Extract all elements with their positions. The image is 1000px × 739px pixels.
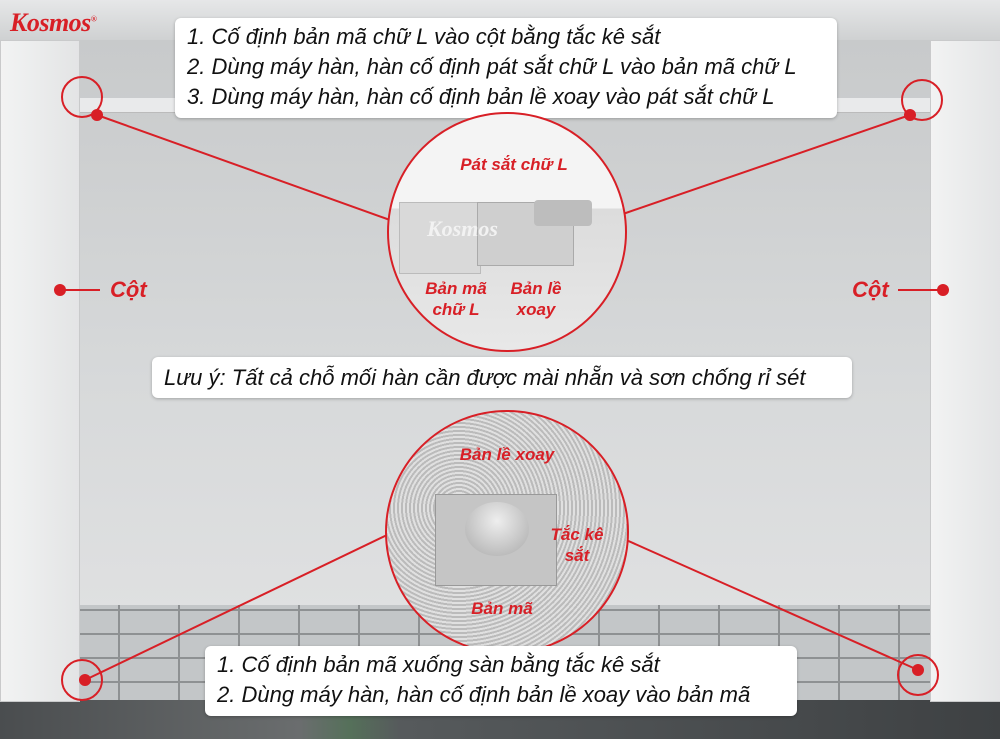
pivot-dome-shape — [465, 502, 529, 556]
bottom-step-2: 2. Dùng máy hàn, hàn cố định bản lề xoay vào bản mã — [217, 682, 751, 707]
watermark: Kosmos — [427, 216, 498, 241]
left-column-label: Cột — [110, 277, 147, 302]
kosmos-logo: Kosmos® — [10, 8, 97, 37]
label-l-bracket: Pát sắt chữ L — [460, 155, 568, 174]
label-hinge-2: xoay — [516, 300, 556, 319]
label-base-plate: Bản mã — [471, 599, 533, 618]
top-step-1: 1. Cố định bản mã chữ L vào cột bằng tắc kê sắt — [187, 24, 661, 49]
line-top-left — [97, 115, 390, 220]
note: Lưu ý: Tất cả chỗ mối hàn cần được mài nhẵn và sơn chống rỉ sét — [152, 357, 852, 398]
top-step-2: 2. Dùng máy hàn, hàn cố định pát sắt chữ L vào bản mã chữ L — [187, 54, 797, 79]
line-top-right — [620, 115, 910, 215]
bottom-hinge-detail — [385, 410, 629, 654]
label-anchor: Tắc kê — [550, 525, 604, 544]
label-hinge: Bản lề — [510, 279, 562, 298]
label-l-plate-2: chữ L — [432, 300, 480, 319]
top-step-3: 3. Dùng máy hàn, hàn cố định bản lề xoay vào pát sắt chữ L — [187, 84, 775, 109]
label-pivot-hinge: Bản lề xoay — [459, 445, 555, 464]
label-l-plate: Bản mã — [425, 279, 487, 298]
label-anchor-2: sắt — [564, 546, 590, 565]
top-instructions — [175, 18, 837, 118]
bottom-step-1: 1. Cố định bản mã xuống sàn bằng tắc kê sắt — [217, 652, 660, 677]
pivot-hinge-shape — [534, 200, 592, 226]
top-hinge-detail — [387, 112, 627, 352]
bottom-instructions — [205, 646, 797, 716]
right-column-label: Cột — [852, 277, 889, 302]
